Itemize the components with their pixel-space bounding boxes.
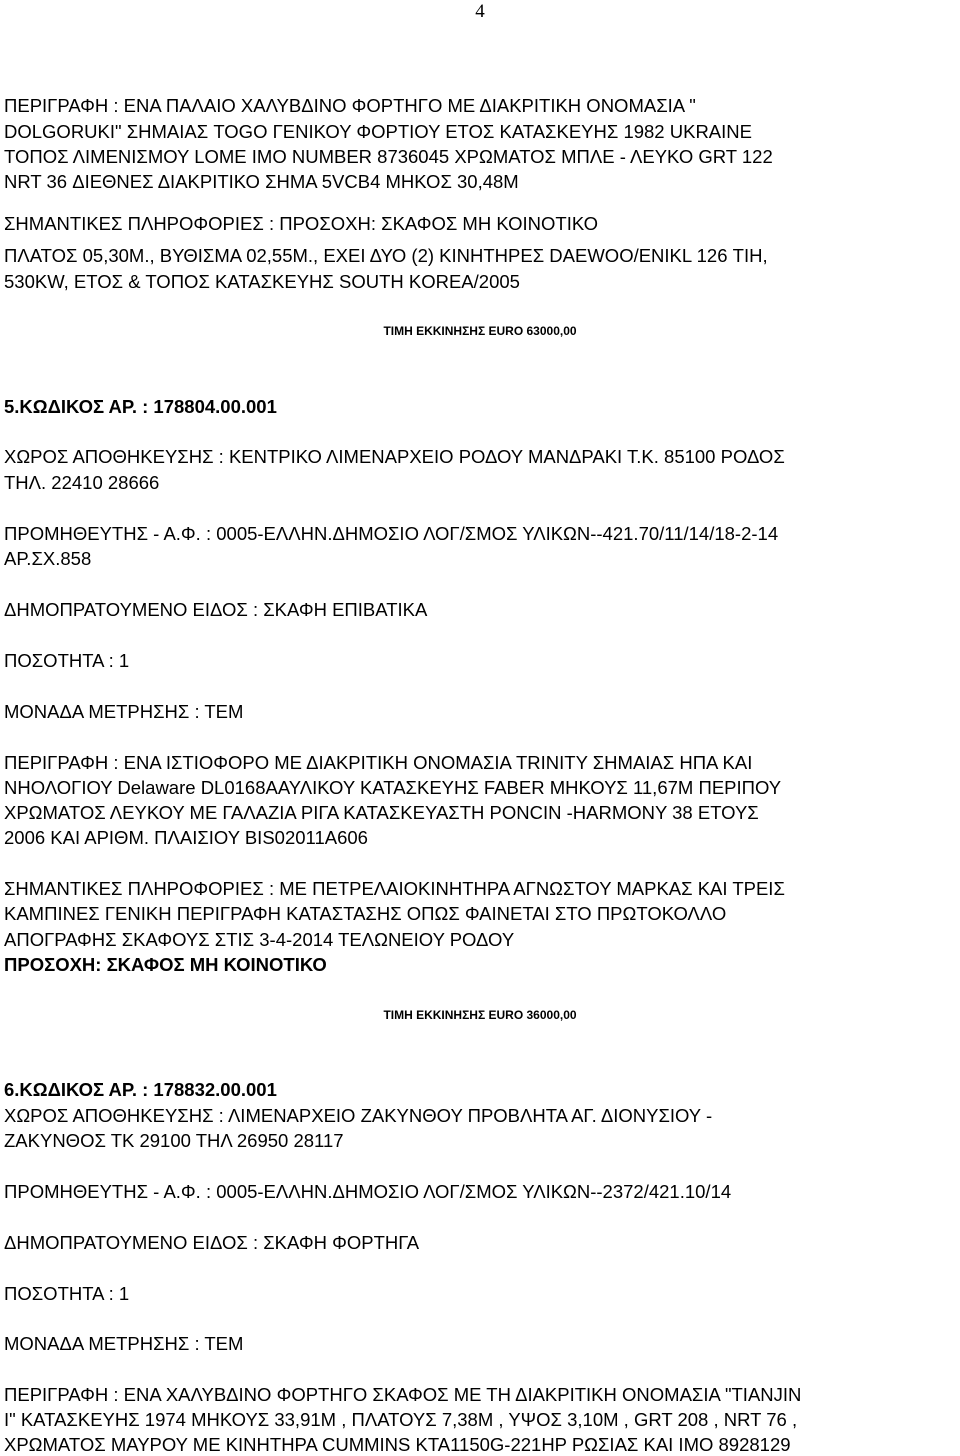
text-line: ΠΕΡΙΓΡΑΦΗ : ΕΝΑ ΙΣΤΙΟΦΟΡΟ ΜΕ ΔΙΑΚΡΙΤΙΚΗ ΟΝΟΜΑΣΙΑ TRINITY ΣΗΜΑΙΑΣ ΗΠΑ ΚΑΙ [4, 752, 753, 773]
text-line: ΠΡΟΜΗΘΕΥΤΗΣ - Α.Φ. : 0005-ΕΛΛΗΝ.ΔΗΜΟΣΙΟ ΛΟΓ/ΣΜΟΣ ΥΛΙΚΩΝ--2372/421.10/14 [4, 1181, 732, 1202]
text-line: ΣΗΜΑΝΤΙΚΕΣ ΠΛΗΡΟΦΟΡΙΕΣ : ΠΡΟΣΟΧΗ: ΣΚΑΦΟΣ ΜΗ ΚΟΙΝΟΤΙΚΟ [4, 213, 598, 234]
text-line: ΝΗΟΛΟΓΙΟΥ Delaware DL0168ΑΑΥΛΙΚΟΥ ΚΑΤΑΣΚΕΥΗΣ FABER ΜΗΚΟΥΣ 11,67Μ ΠΕΡΙΠΟΥ [4, 777, 782, 798]
text-line: ΠΕΡΙΓΡΑΦΗ : ΕΝΑ ΧΑΛΥΒΔΙΝΟ ΦΟΡΤΗΓΟ ΣΚΑΦΟΣ ΜΕ ΤΗ ΔΙΑΚΡΙΤΙΚΗ ΟΝΟΜΑΣΙΑ "ΤΙΑΝJIN [4, 1384, 802, 1405]
text-line: ΖΑΚΥΝΘΟΣ ΤΚ 29100 ΤΗΛ 26950 28117 [4, 1130, 344, 1151]
text-line: DOLGORUKI" ΣΗΜΑΙΑΣ TOGO ΓΕΝΙΚΟΥ ΦΟΡΤΙΟΥ ΕΤΟΣ ΚΑΤΑΣΚΕΥΗΣ 1982 UKRAINE [4, 121, 752, 142]
text-line: ΠΟΣΟΤΗΤΑ : 1 [4, 1283, 130, 1304]
text-line: ΧΩΡΟΣ ΑΠΟΘΗΚΕΥΣΗΣ : ΚΕΝΤΡΙΚΟ ΛΙΜΕΝΑΡΧΕΙΟ ΡΟΔΟΥ ΜΑΝΔΡΑΚΙ Τ.Κ. 85100 ΡΟΔΟΣ [4, 446, 785, 467]
starting-price: ΤΙΜΗ ΕΚΚΙΝΗΣΗΣ EURO 36000,00 [383, 1008, 577, 1022]
text-line: ΑΡ.ΣΧ.858 [4, 548, 92, 569]
text-line: ΠΡΟΜΗΘΕΥΤΗΣ - Α.Φ. : 0005-ΕΛΛΗΝ.ΔΗΜΟΣΙΟ ΛΟΓ/ΣΜΟΣ ΥΛΙΚΩΝ--421.70/11/14/18-2-14 [4, 523, 779, 544]
text-line: ΤΟΠΟΣ ΛΙΜΕΝΙΣΜΟΥ LOME IMO NUMBER 8736045 ΧΡΩΜΑΤΟΣ ΜΠΛΕ - ΛΕΥΚΟ GRT 122 [4, 146, 773, 167]
text-line: ΜΟΝΑΔΑ ΜΕΤΡΗΣΗΣ : ΤΕΜ [4, 1333, 244, 1354]
text-line: ΠΟΣΟΤΗΤΑ : 1 [4, 650, 130, 671]
text-line: ΑΠΟΓΡΑΦΗΣ ΣΚΑΦΟΥΣ ΣΤΙΣ 3-4-2014 ΤΕΛΩΝΕΙΟΥ ΡΟΔΟΥ [4, 929, 515, 950]
text-line: ΚΑΜΠΙΝΕΣ ΓΕΝΙΚΗ ΠΕΡΙΓΡΑΦΗ ΚΑΤΑΣΤΑΣΗΣ ΟΠΩΣ ΦΑΙΝΕΤΑΙ ΣΤΟ ΠΡΩΤΟΚΟΛΛΟ [4, 903, 727, 924]
text-line: ΜΟΝΑΔΑ ΜΕΤΡΗΣΗΣ : ΤΕΜ [4, 701, 244, 722]
item-code: 5.ΚΩΔΙΚΟΣ ΑΡ. : 178804.00.001 [4, 396, 277, 417]
warning-line: ΠΡΟΣΟΧΗ: ΣΚΑΦΟΣ ΜΗ ΚΟΙΝΟΤΙΚΟ [4, 954, 327, 975]
text-line: ΠΕΡΙΓΡΑΦΗ : ΕΝΑ ΠΑΛΑΙΟ ΧΑΛΥΒΔΙΝΟ ΦΟΡΤΗΓΟ ΜΕ ΔΙΑΚΡΙΤΙΚΗ ΟΝΟΜΑΣΙΑ " [4, 95, 696, 116]
text-line: ΔΗΜΟΠΡΑΤΟΥΜΕΝΟ ΕΙΔΟΣ : ΣΚΑΦΗ ΕΠΙΒΑΤΙΚΑ [4, 599, 428, 620]
text-line: ΧΡΩΜΑΤΟΣ ΛΕΥΚΟΥ ΜΕ ΓΑΛΑΖΙΑ ΡΙΓΑ ΚΑΤΑΣΚΕΥΑΣΤΗ PONCIN -HARMONY 38 ΕΤΟΥΣ [4, 802, 759, 823]
text-line: ΔΗΜΟΠΡΑΤΟΥΜΕΝΟ ΕΙΔΟΣ : ΣΚΑΦΗ ΦΟΡΤΗΓΑ [4, 1232, 420, 1253]
text-line: ΧΡΩΜΑΤΟΣ ΜΑΥΡΟΥ ΜΕ ΚΙΝΗΤΗΡΑ CUMMINS KTA1150G-221HP ΡΩΣΙΑΣ ΚΑΙ ΙΜΟ 8928129 [4, 1434, 791, 1455]
text-line: I" ΚΑΤΑΣΚΕΥΗΣ 1974 ΜΗΚΟΥΣ 33,91Μ , ΠΛΑΤΟΥΣ 7,38Μ , ΥΨΟΣ 3,10Μ , GRT 208 , NRT 76 , [4, 1409, 798, 1430]
text-line: 2006 ΚΑΙ ΑΡΙΘΜ. ΠΛΑΙΣΙΟΥ BIS02011A606 [4, 827, 368, 848]
page-number: 4 [475, 1, 485, 22]
text-line: 530KW, ΕΤΟΣ & ΤΟΠΟΣ ΚΑΤΑΣΚΕΥΗΣ SOUTH KOREA/2005 [4, 271, 520, 292]
text-line: ΤΗΛ. 22410 28666 [4, 472, 160, 493]
starting-price: ΤΙΜΗ ΕΚΚΙΝΗΣΗΣ EURO 63000,00 [383, 324, 577, 338]
text-line: ΧΩΡΟΣ ΑΠΟΘΗΚΕΥΣΗΣ : ΛΙΜΕΝΑΡΧΕΙΟ ΖΑΚΥΝΘΟΥ ΠΡΟΒΛΗΤΑ ΑΓ. ΔΙΟΝΥΣΙΟΥ - [4, 1105, 713, 1126]
text-line: ΠΛΑΤΟΣ 05,30Μ., ΒΥΘΙΣΜΑ 02,55Μ., ΕΧΕΙ ΔΥΟ (2) ΚΙΝΗΤΗΡΕΣ DAEWOO/ENIKL 126 ΤΙΗ, [4, 245, 768, 266]
text-line: ΣΗΜΑΝΤΙΚΕΣ ΠΛΗΡΟΦΟΡΙΕΣ : ΜΕ ΠΕΤΡΕΛΑΙΟΚΙΝΗΤΗΡΑ ΑΓΝΩΣΤΟΥ ΜΑΡΚΑΣ ΚΑΙ ΤΡΕΙΣ [4, 878, 785, 899]
text-line: NRT 36 ΔΙΕΘΝΕΣ ΔΙΑΚΡΙΤΙΚΟ ΣΗΜΑ 5VCB4 ΜΗΚΟΣ 30,48Μ [4, 171, 519, 192]
item-code: 6.ΚΩΔΙΚΟΣ ΑΡ. : 178832.00.001 [4, 1079, 277, 1100]
